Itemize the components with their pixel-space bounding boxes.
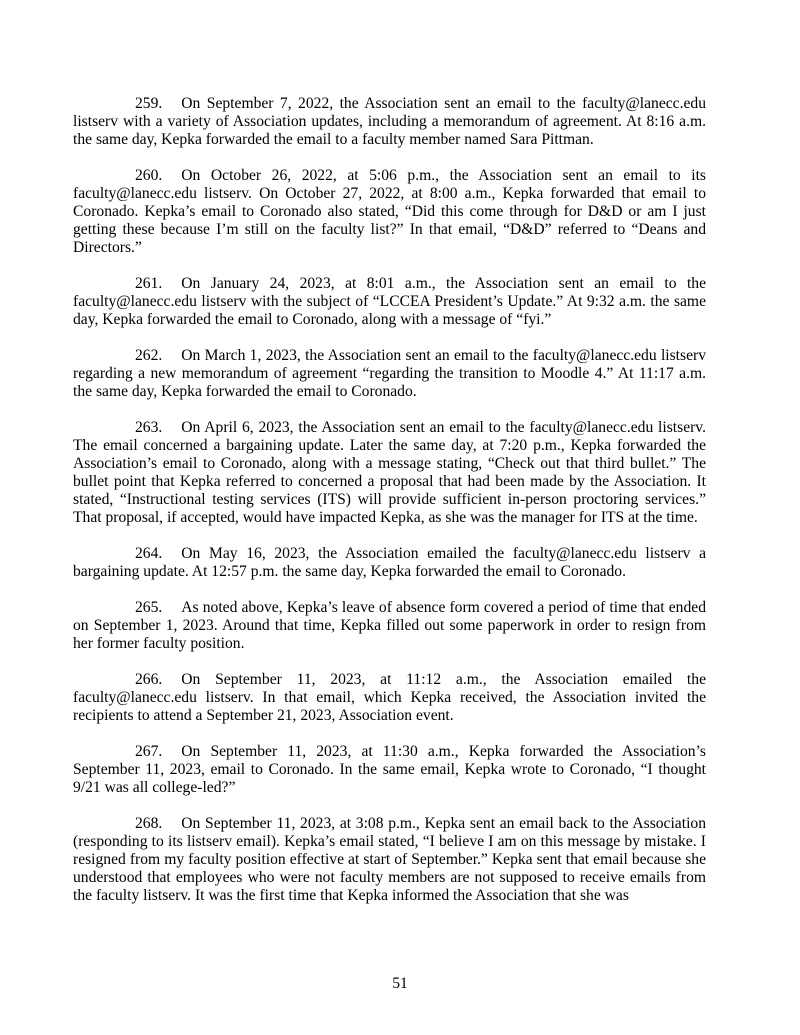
- paragraph-text: On May 16, 2023, the Association emailed the faculty@lanecc.edu listserv a bargaining update. At 12:57 p.m. the same day, Kepka forwarded the email to Coronado.: [73, 545, 706, 580]
- paragraph-number: 260.: [135, 167, 163, 184]
- paragraph-text: As noted above, Kepka’s leave of absence form covered a period of time that ended on September 1, 2023. Around that time, Kepka filled out some paperwork in order to resign from her former faculty position.: [73, 599, 706, 652]
- paragraph-text: On March 1, 2023, the Association sent an email to the faculty@lanecc.edu listserv regarding a new memorandum of agreement “regarding the transition to Moodle 4.” At 11:17 a.m. the same day, Kepka forwarded the email to Coronado.: [73, 347, 706, 400]
- paragraph-number: 267.: [135, 743, 163, 760]
- paragraph-number: 259.: [135, 95, 163, 112]
- paragraph-number: 261.: [135, 275, 163, 292]
- paragraph-262: [73, 347, 706, 401]
- page-footer: [0, 975, 800, 993]
- paragraph-text: On September 11, 2023, at 11:12 a.m., the Association emailed the faculty@lanecc.edu listserv. In that email, which Kepka received, the Association invited the recipients to attend a September 21, 2023, Association event.: [73, 671, 706, 724]
- paragraph-number: 266.: [135, 671, 163, 688]
- paragraph-259: [73, 95, 706, 149]
- paragraph-number: 265.: [135, 599, 163, 616]
- paragraph-261: [73, 275, 706, 329]
- document-body: [73, 95, 706, 923]
- paragraph-260: [73, 167, 706, 257]
- paragraph-265: [73, 599, 706, 653]
- paragraph-266: [73, 671, 706, 725]
- paragraph-263: [73, 419, 706, 527]
- paragraph-text: On September 7, 2022, the Association sent an email to the faculty@lanecc.edu listserv with a variety of Association updates, including a memorandum of agreement. At 8:16 a.m. the same day, Kepka forwarded the email to a faculty member named Sara Pittman.: [73, 95, 706, 148]
- paragraph-text: On October 26, 2022, at 5:06 p.m., the Association sent an email to its faculty@lanecc.edu listserv. On October 27, 2022, at 8:00 a.m., Kepka forwarded that email to Coronado. Kepka’s email to Coronado also stated, “Did this come through for D&D or am I just getting these because I’m still on the faculty list?” In that email, “D&D” referred to “Deans and Directors.”: [73, 167, 706, 256]
- page-number: 51: [392, 975, 408, 992]
- paragraph-text: On September 11, 2023, at 3:08 p.m., Kepka sent an email back to the Association (responding to its listserv email). Kepka’s email stated, “I believe I am on this message by mistake. I resigned from my faculty position effective at start of September.” Kepka sent that email because she understood that employees who were not faculty members are not supposed to receive emails from the faculty listserv. It was the first time that Kepka informed the Association that she was: [73, 815, 706, 904]
- paragraph-number: 264.: [135, 545, 163, 562]
- paragraph-number: 262.: [135, 347, 163, 364]
- paragraph-268: [73, 815, 706, 905]
- paragraph-text: On January 24, 2023, at 8:01 a.m., the Association sent an email to the faculty@lanecc.edu listserv with the subject of “LCCEA President’s Update.” At 9:32 a.m. the same day, Kepka forwarded the email to Coronado, along with a message of “fyi.”: [73, 275, 706, 328]
- paragraph-number: 268.: [135, 815, 163, 832]
- paragraph-text: On April 6, 2023, the Association sent an email to the faculty@lanecc.edu listserv. The email concerned a bargaining update. Later the same day, at 7:20 p.m., Kepka forwarded the Association’s email to Coronado, along with a message stating, “Check out that third bullet.” The bullet point that Kepka referred to concerned a proposal that had been made by the Association. It stated, “Instructional testing services (ITS) will provide sufficient in-person proctoring services.” That proposal, if accepted, would have impacted Kepka, as she was the manager for ITS at the time.: [73, 419, 706, 526]
- paragraph-number: 263.: [135, 419, 163, 436]
- paragraph-264: [73, 545, 706, 581]
- paragraph-267: [73, 743, 706, 797]
- paragraph-text: On September 11, 2023, at 11:30 a.m., Kepka forwarded the Association’s September 11, 2023, email to Coronado. In the same email, Kepka wrote to Coronado, “I thought 9/21 was all college-led?”: [73, 743, 706, 796]
